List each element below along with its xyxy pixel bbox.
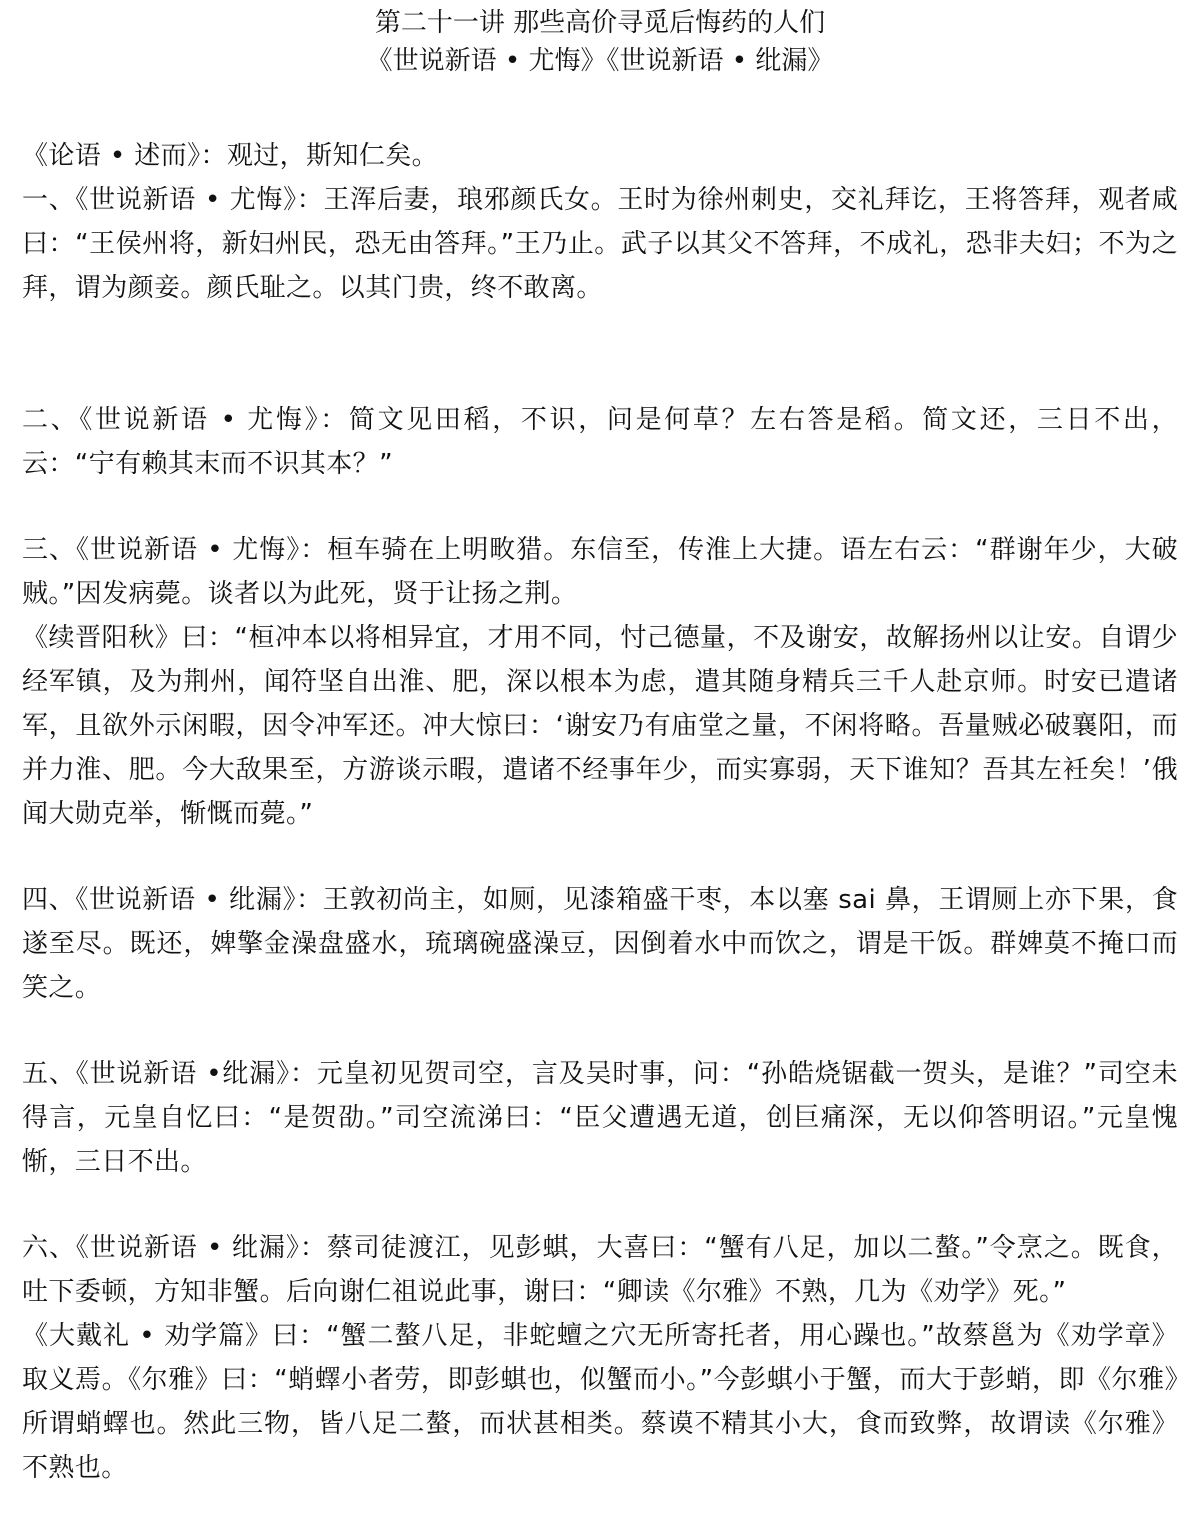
intro-quote: 《论语 • 述而》：观过，斯知仁矣。 [22, 141, 439, 171]
page-title: 第二十一讲 那些高价寻觅后悔药的人们 [374, 8, 826, 38]
section-2-text: 二、《世说新语 • 尤悔》：简文见田稻，不识，问是何草？左右答是稻。简文还，三日不出，云：“宁有赖其末而不识其本？” [22, 405, 1178, 479]
section-4-text: 四、《世说新语 • 纰漏》：王敦初尚主，如厕，见漆箱盛干枣，本以塞 sai 鼻，王谓厕上亦下果，食遂至尽。既还，婢擎金澡盘盛水，琉璃碗盛澡豆，因倒着水中而饮之，谓是干饭。群婢莫不掩口而笑之。 [22, 885, 1178, 1003]
document-page [22, 0, 1178, 1490]
section-6-note: 《大戴礼 • 劝学篇》曰：“蟹二螯八足，非蛇蟺之穴无所寄托者，用心躁也。”故蔡邕为《劝学章》取义焉。《尔雅》曰：“蛸蠌小者劳，即彭蜞也，似蟹而小。”今彭蜞小于蟹，而大于彭蛸，即《尔雅》所谓蛸蠌也。然此三物，皆八足二螯，而状甚相类。蔡谟不精其小大，食而致弊，故谓读《尔雅》不熟也。 [22, 1321, 1178, 1483]
section-3-text: 三、《世说新语 • 尤悔》：桓车骑在上明畋猎。东信至，传淮上大捷。语左右云：“群谢年少，大破贼。”因发病薨。谈者以为此死，贤于让扬之荆。 [22, 535, 1178, 609]
section-1-text: 一、《世说新语 • 尤悔》：王浑后妻，琅邪颜氏女。王时为徐州刺史，交礼拜讫，王将答拜，观者咸曰：“王侯州将，新妇州民，恐无由答拜。”王乃止。武子以其父不答拜，不成礼，恐非夫妇；不为之拜，谓为颜妾。颜氏耻之。以其门贵，终不敢离。 [22, 185, 1178, 303]
section-6-text: 六、《世说新语 • 纰漏》：蔡司徒渡江，见彭蜞，大喜曰：“蟹有八足，加以二螯。”令烹之。既食，吐下委顿，方知非蟹。后向谢仁祖说此事，谢曰：“卿读《尔雅》不熟，几为《劝学》死。” [22, 1233, 1178, 1307]
section-5-text: 五、《世说新语 •纰漏》：元皇初见贺司空，言及吴时事，问：“孙皓烧锯截一贺头，是谁？”司空未得言，元皇自忆曰：“是贺劭。”司空流涕曰：“臣父遭遇无道，创巨痛深，无以仰答明诏。”元皇愧惭，三日不出。 [22, 1059, 1178, 1177]
section-3-note: 《续晋阳秋》曰：“桓冲本以将相异宜，才用不同，忖己德量，不及谢安，故解扬州以让安。自谓少经军镇，及为荆州，闻符坚自出淮、肥，深以根本为虑，遣其随身精兵三千人赴京师。时安已遣诸军，且欲外示闲暇，因令冲军还。冲大惊曰：‘谢安乃有庙堂之量，不闲将略。吾量贼必破襄阳，而并力淮、肥。今大敌果至，方游谈示暇，遣诸不经事年少，而实寡弱，天下谁知？吾其左衽矣！’俄闻大勋克举，惭慨而薨。” [22, 623, 1178, 829]
page-subtitle: 《世说新语 • 尤悔》《世说新语 • 纰漏》 [366, 46, 834, 76]
